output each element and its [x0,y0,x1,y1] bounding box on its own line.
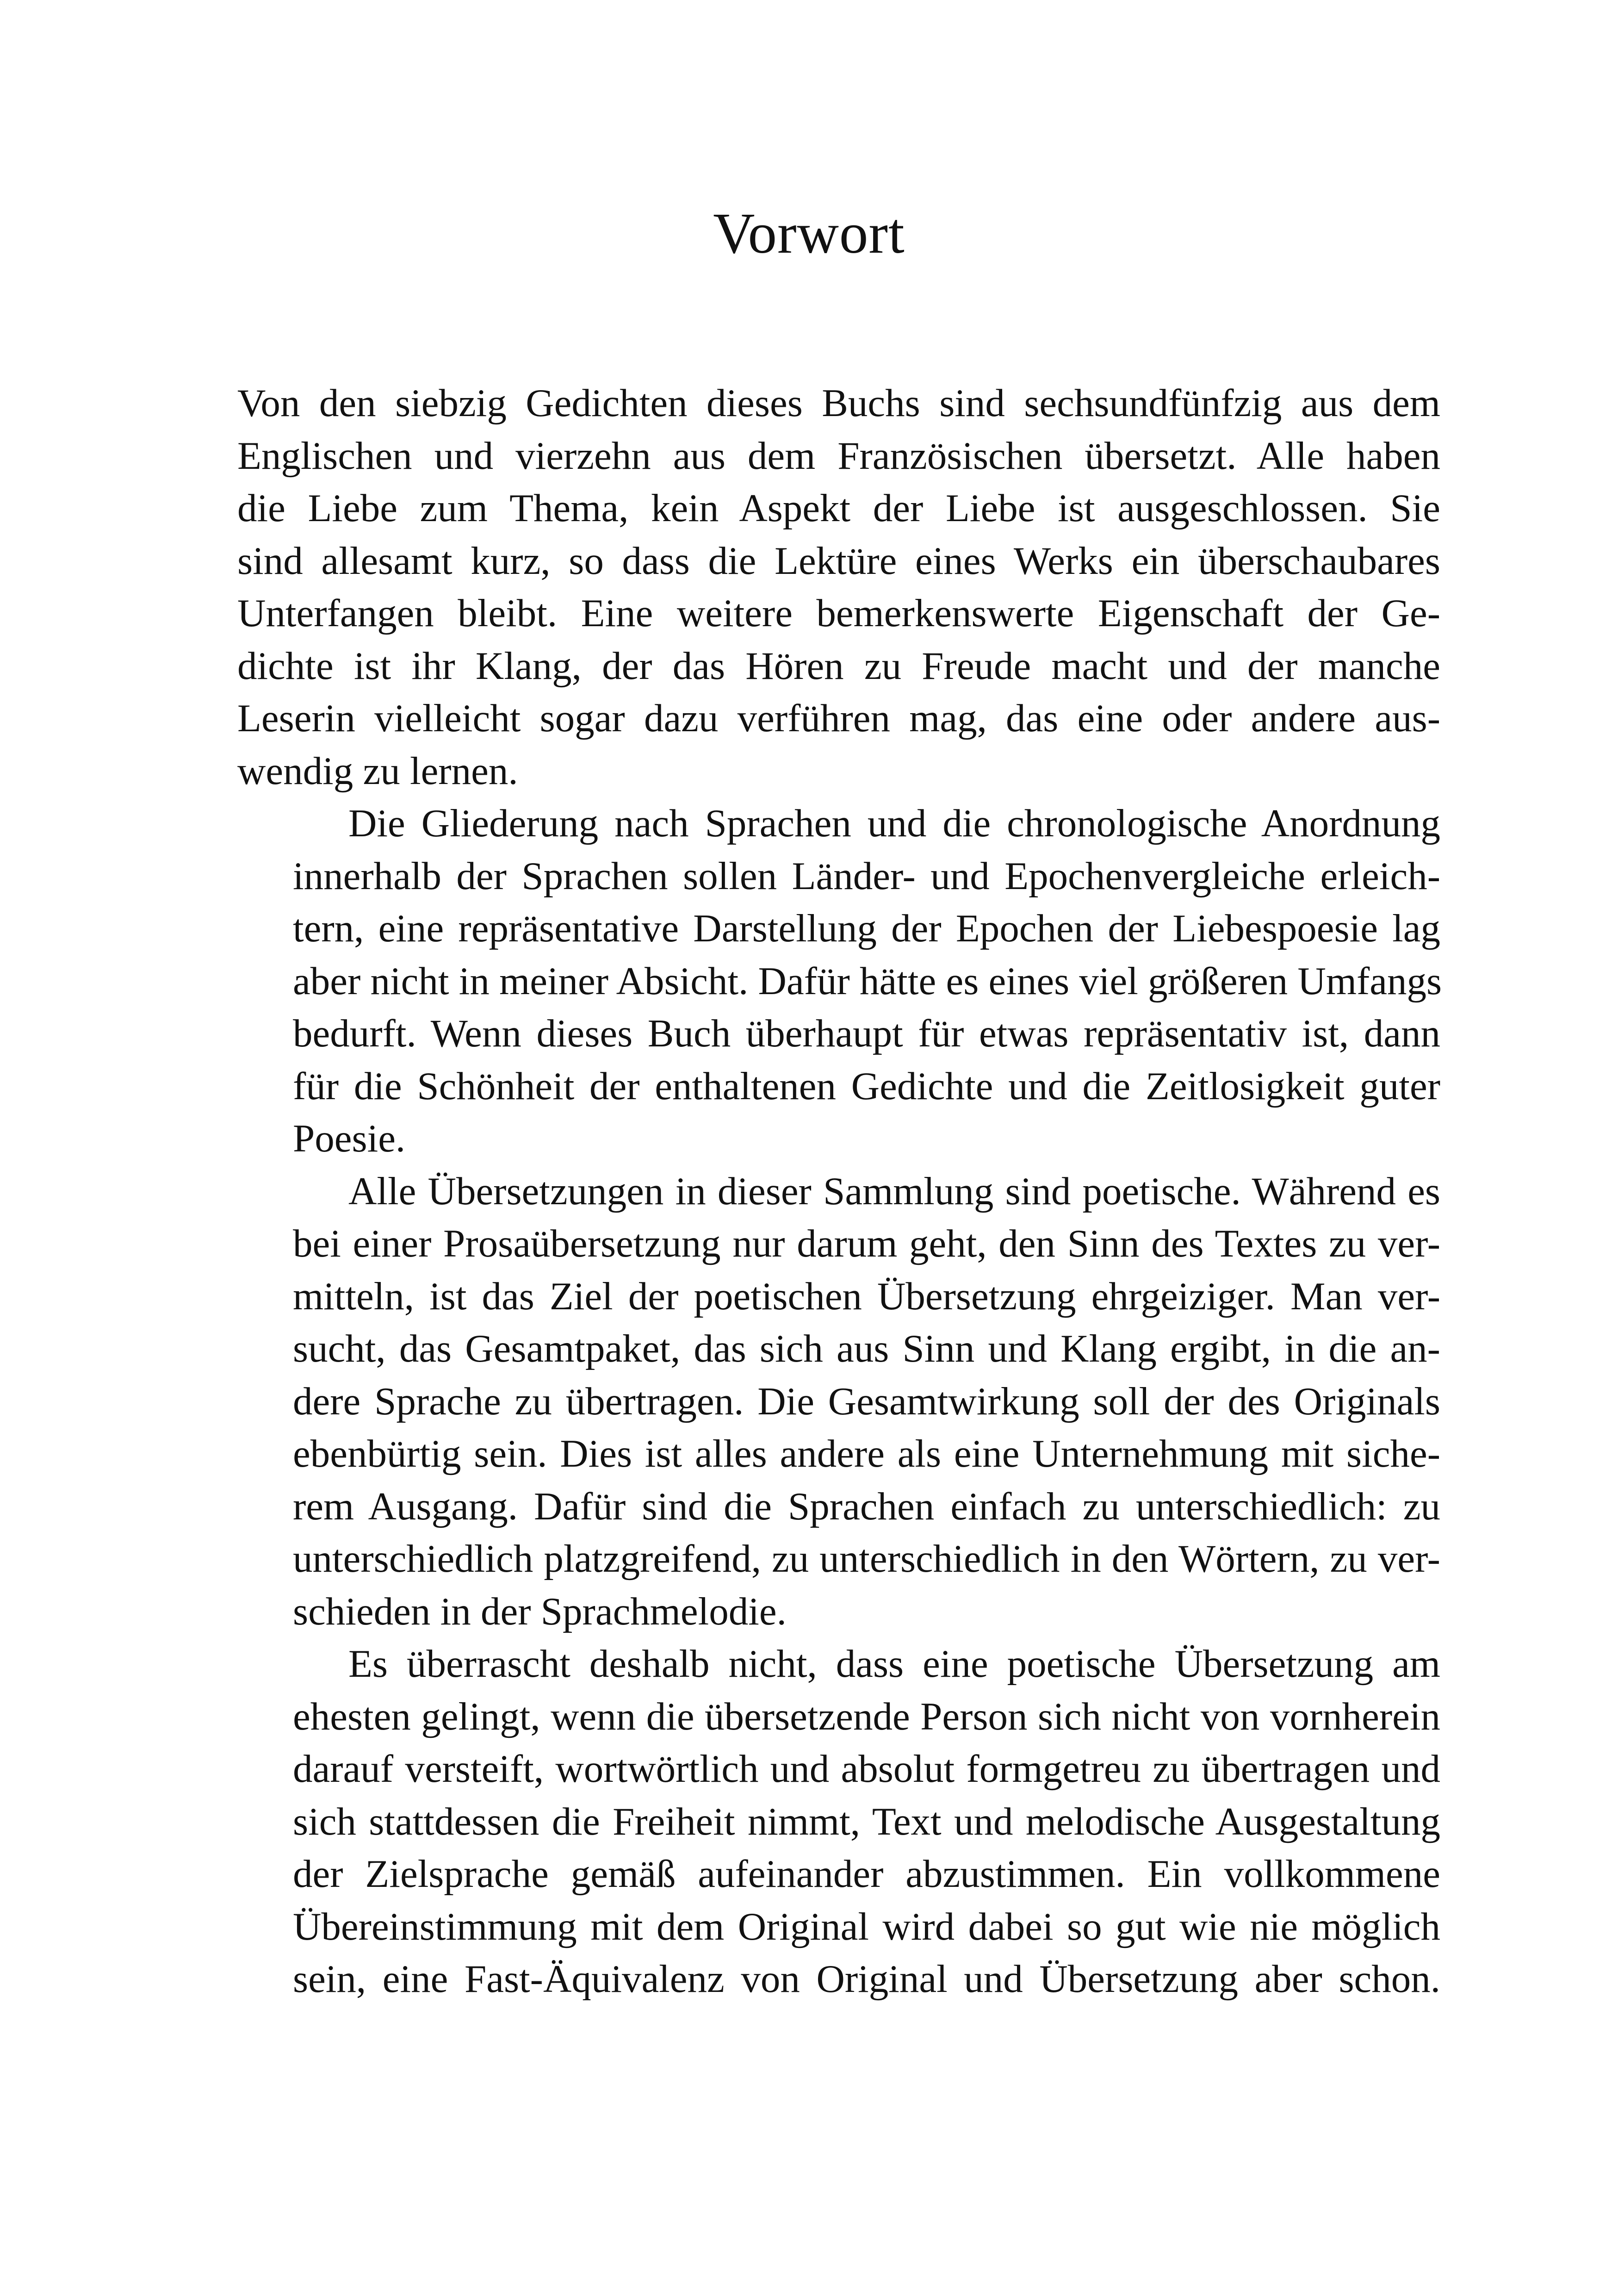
text-line: aber nicht in meiner Absicht. Dafür hätte es eines viel größeren Umfangs [293,959,1442,1003]
text-line: die Liebe zum Thema, kein Aspekt der Liebe ist ausgeschlossen. Sie [237,486,1440,530]
text-line: dere Sprache zu übertragen. Die Gesamtwirkung soll der des Originals [293,1379,1440,1423]
text-line: für die Schönheit der enthaltenen Gedichte und die Zeitlosigkeit guter [293,1064,1440,1108]
text-line: sind allesamt kurz, so dass die Lektüre eines Werks ein überschaubares [237,539,1440,583]
text-line: dichte ist ihr Klang, der das Hören zu Freude macht und der manche [237,644,1440,688]
text-line: bedurft. Wenn dieses Buch überhaupt für etwas repräsentativ ist, dann [293,1012,1440,1055]
text-line: rem Ausgang. Dafür sind die Sprachen einfach zu unterschiedlich: zu [293,1484,1440,1528]
text-line: Englischen und vierzehn aus dem Französischen übersetzt. Alle haben [237,434,1440,478]
paragraph [237,1638,1440,2006]
text-line: Leserin vielleicht sogar dazu verführen mag, das eine oder andere aus- [237,697,1440,740]
text-line: mitteln, ist das Ziel der poetischen Übersetzung ehrgeiziger. Man ver- [293,1274,1440,1318]
text-line: Von den siebzig Gedichten dieses Buchs sind sechsundfünfzig aus dem [237,381,1440,425]
text-line: sucht, das Gesamtpaket, das sich aus Sinn und Klang ergibt, in die an- [293,1327,1440,1370]
paragraph [237,797,1440,1165]
page-title: Vorwort [713,202,905,266]
text-line: ehesten gelingt, wenn die übersetzende Person sich nicht von vornherein [293,1694,1440,1738]
text-line: ebenbürtig sein. Dies ist alles andere als eine Unternehmung mit siche- [293,1432,1440,1475]
paragraph [237,1165,1440,1638]
text-line: sein, eine Fast-Äquivalenz von Original und Übersetzung aber schon. [293,1957,1440,2001]
text-line: Poesie. [293,1117,406,1160]
text-line: Übereinstimmung mit dem Original wird dabei so gut wie nie möglich [293,1904,1440,1948]
text-line: Alle Übersetzungen in dieser Sammlung sind poetische. Während es [348,1169,1440,1213]
text-line: unterschiedlich platzgreifend, zu unterschiedlich in den Wörtern, zu ver- [293,1537,1440,1580]
preface-body [237,377,1440,2006]
text-line: Unterfangen bleibt. Eine weitere bemerkenswerte Eigenschaft der Ge- [237,591,1440,635]
text-line: darauf versteift, wortwörtlich und absolut formgetreu zu übertragen und [293,1747,1440,1791]
text-line: der Zielsprache gemäß aufeinander abzustimmen. Ein vollkommene [293,1852,1440,1896]
text-line: innerhalb der Sprachen sollen Länder- und Epochenvergleiche erleich- [293,854,1440,898]
text-line: tern, eine repräsentative Darstellung der Epochen der Liebespoesie lag [293,907,1440,950]
text-line: schieden in der Sprachmelodie. [293,1589,787,1633]
text-line: wendig zu lernen. [237,749,518,793]
text-line: Die Gliederung nach Sprachen und die chronologische Anordnung [348,802,1440,845]
text-line: bei einer Prosaübersetzung nur darum geht, den Sinn des Textes zu ver- [293,1222,1440,1265]
paragraph [237,377,1440,797]
text-line: Es überrascht deshalb nicht, dass eine poetische Übersetzung am [348,1642,1440,1686]
text-line: sich stattdessen die Freiheit nimmt, Text und melodische Ausgestaltung [293,1799,1440,1843]
